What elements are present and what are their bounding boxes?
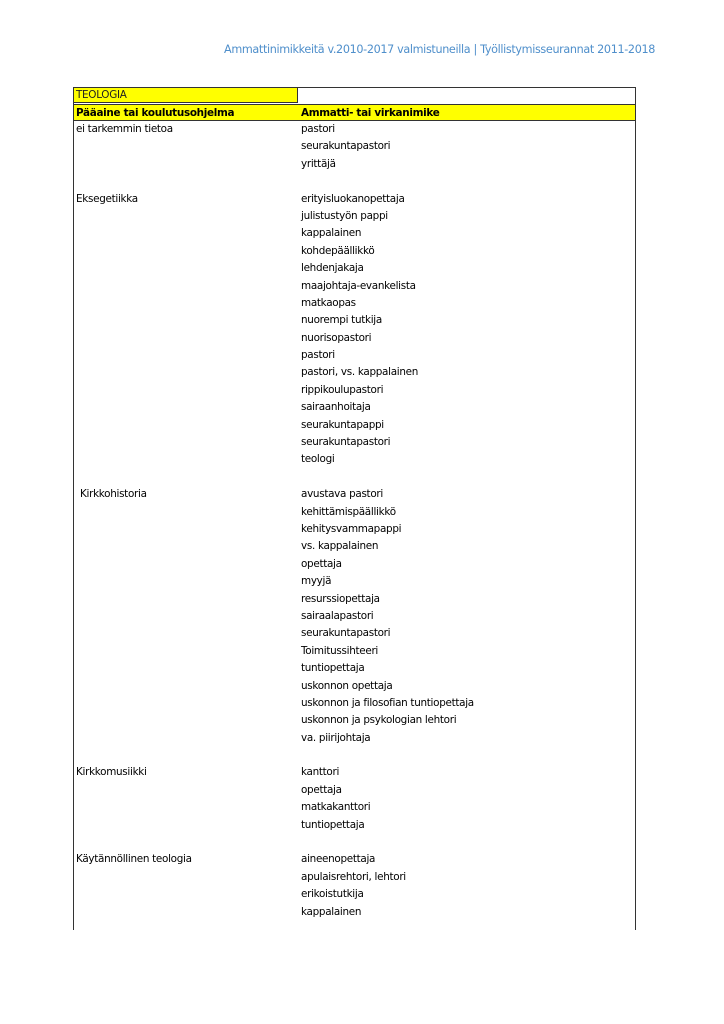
table-row <box>74 156 635 173</box>
job-title-cell: uskonnon ja filosofian tuntiopettaja <box>301 696 474 709</box>
section-title: TEOLOGIA <box>74 87 298 103</box>
job-title-cell: opettaja <box>301 557 342 570</box>
job-title-cell: kappalainen <box>301 905 362 918</box>
table-row <box>74 486 635 503</box>
subject-cell: ei tarkemmin tietoa <box>76 123 173 135</box>
table-row <box>74 573 635 590</box>
subject-cell: Kirkkohistoria <box>80 488 147 501</box>
column-header-subject: Pääaine tai koulutusohjelma <box>76 107 235 119</box>
job-title-cell: julistustyön pappi <box>301 209 388 222</box>
subject-group <box>74 851 635 921</box>
table-row <box>74 121 635 138</box>
table-body <box>74 121 635 921</box>
subject-group <box>74 764 635 834</box>
table-row <box>74 330 635 347</box>
table-row <box>74 521 635 538</box>
job-title-cell: resurssiopettaja <box>301 592 380 605</box>
subject-cell: Eksegetiikka <box>76 192 138 205</box>
job-title-cell: kohdepäällikkö <box>301 244 375 257</box>
table-row <box>74 295 635 312</box>
job-title-cell: kehittämispäällikkö <box>301 505 396 518</box>
table-row <box>74 904 635 921</box>
job-title-cell: seurakuntapastori <box>301 140 391 153</box>
job-title-cell: lehdenjakaja <box>301 262 364 275</box>
job-title-cell: erikoistutkija <box>301 888 364 901</box>
table-row <box>74 347 635 364</box>
table-row <box>74 225 635 242</box>
table-row <box>74 678 635 695</box>
table-row <box>74 208 635 225</box>
subject-cell: Kirkkomusiikki <box>76 766 147 779</box>
job-title-cell: myyjä <box>301 575 332 588</box>
table-row <box>74 382 635 399</box>
subject-group <box>74 486 635 747</box>
job-title-cell: kanttori <box>301 766 340 779</box>
job-title-cell: seurakuntapastori <box>301 627 391 640</box>
table-row <box>74 538 635 555</box>
table-row <box>74 764 635 781</box>
job-title-cell: vs. kappalainen <box>301 540 379 553</box>
table-row <box>74 364 635 381</box>
job-title-cell: nuorisopastori <box>301 331 372 344</box>
table-row <box>74 886 635 903</box>
subject-cell: Käytännöllinen teologia <box>76 853 192 866</box>
table-row <box>74 851 635 868</box>
job-title-cell: Toimitussihteeri <box>301 644 379 657</box>
job-title-cell: uskonnon ja psykologian lehtori <box>301 714 457 727</box>
table-row <box>74 817 635 834</box>
job-title-cell: seurakuntapastori <box>301 436 391 449</box>
job-title-cell: sairaanhoitaja <box>301 401 371 414</box>
job-title-cell: teologi <box>301 453 335 466</box>
job-title-cell: aineenopettaja <box>301 853 376 866</box>
table-row <box>74 625 635 642</box>
table-row <box>74 869 635 886</box>
job-title-cell: maajohtaja-evankelista <box>301 279 416 292</box>
column-header-row <box>74 104 635 121</box>
job-title-cell: avustava pastori <box>301 488 383 501</box>
job-title-cell: rippikoulupastori <box>301 383 384 396</box>
job-title-cell: seurakuntapappi <box>301 418 384 431</box>
table-row <box>74 712 635 729</box>
subject-group <box>74 121 635 173</box>
table-row <box>74 695 635 712</box>
job-title-cell: matkakanttori <box>301 801 371 814</box>
table-row <box>74 278 635 295</box>
table-row <box>74 417 635 434</box>
table-row <box>74 608 635 625</box>
job-title-cell: erityisluokanopettaja <box>301 192 405 205</box>
job-title-cell: apulaisrehtori, lehtori <box>301 870 406 883</box>
table-row <box>74 660 635 677</box>
section-title-row <box>74 87 635 104</box>
job-title-cell: opettaja <box>301 783 342 796</box>
job-title-cell: uskonnon opettaja <box>301 679 393 692</box>
table-row <box>74 260 635 277</box>
table-row <box>74 434 635 451</box>
table-row <box>74 799 635 816</box>
table-row <box>74 643 635 660</box>
job-title-cell: tuntiopettaja <box>301 818 365 831</box>
job-title-cell: kappalainen <box>301 227 362 240</box>
job-title-cell: va. piirijohtaja <box>301 731 371 744</box>
job-title-cell: sairaalapastori <box>301 609 374 622</box>
table-row <box>74 504 635 521</box>
job-title-cell: kehitysvammapappi <box>301 522 402 535</box>
table-row <box>74 138 635 155</box>
job-title-cell: pastori <box>301 349 335 362</box>
table-row <box>74 191 635 208</box>
table-row <box>74 556 635 573</box>
title-row-border <box>298 87 635 88</box>
job-title-cell: yrittäjä <box>301 157 336 170</box>
table-row <box>74 591 635 608</box>
occupation-table <box>73 87 636 930</box>
table-row <box>74 243 635 260</box>
job-title-cell: pastori, vs. kappalainen <box>301 366 419 379</box>
page-header: Ammattinimikkeitä v.2010-2017 valmistuneilla | Työllistymisseurannat 2011-2018 <box>224 43 655 56</box>
job-title-cell: matkaopas <box>301 296 356 309</box>
job-title-cell: pastori <box>301 123 335 135</box>
table-row <box>74 399 635 416</box>
table-row <box>74 451 635 468</box>
table-row <box>74 730 635 747</box>
column-header-title: Ammatti- tai virkanimike <box>301 107 440 119</box>
subject-group <box>74 191 635 469</box>
job-title-cell: tuntiopettaja <box>301 662 365 675</box>
job-title-cell: nuorempi tutkija <box>301 314 382 327</box>
table-row <box>74 782 635 799</box>
table-row <box>74 312 635 329</box>
